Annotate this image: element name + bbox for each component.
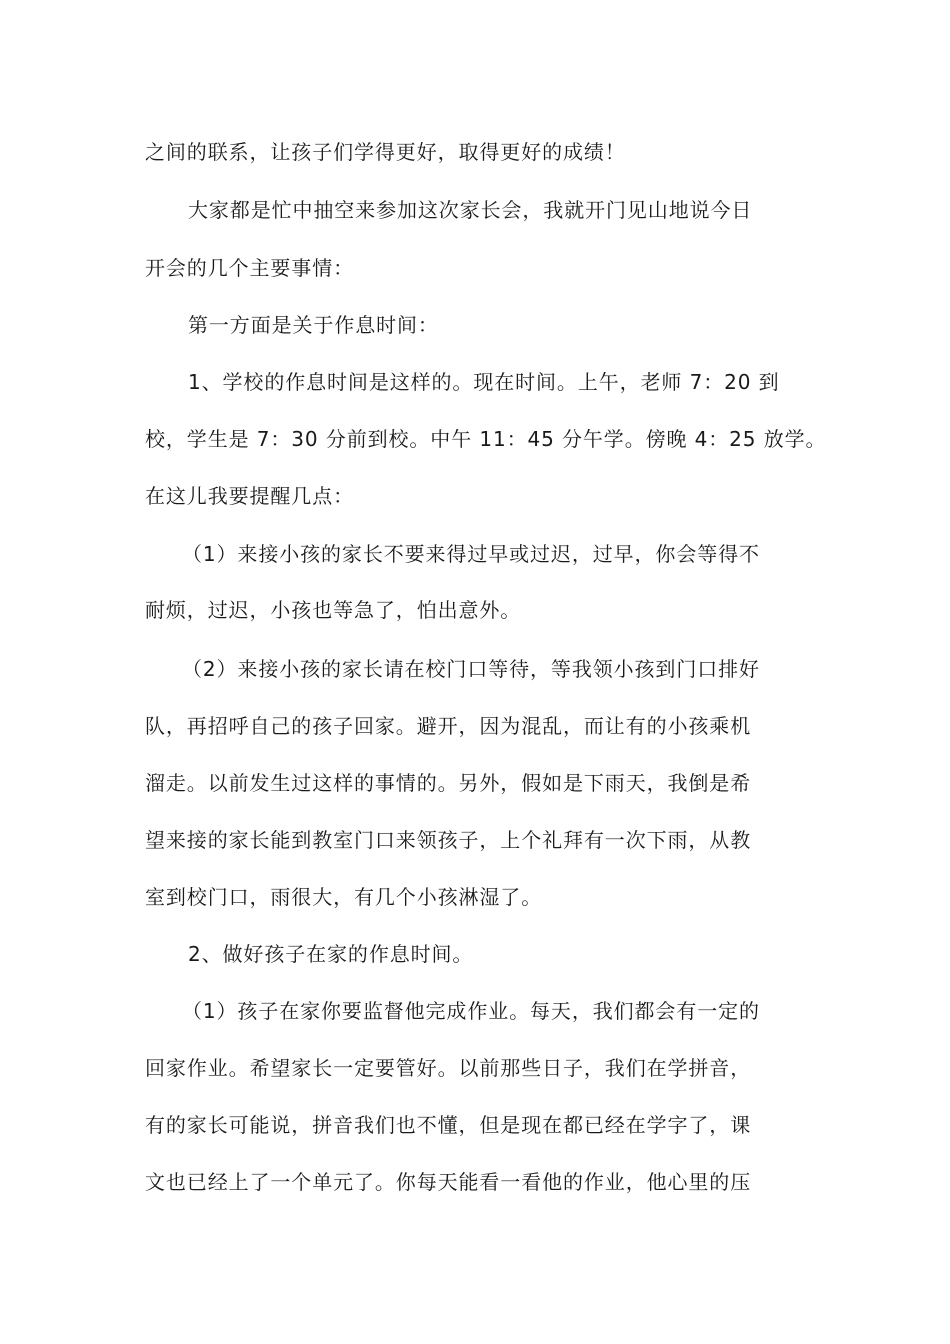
text-line: 校，学生是 7：30 分前到校。中午 11：45 分午学。傍晚 4：25 放学。 bbox=[145, 427, 827, 451]
text-line: 队，再招呼自己的孩子回家。避开，因为混乱，而让有的小孩乘机 bbox=[145, 714, 752, 738]
paragraph-line: （1）孩子在家你要监督他完成作业。每天，我们都会有一定的 bbox=[182, 999, 760, 1023]
paragraph-line: 大家都是忙中抽空来参加这次家长会，我就开门见山地说今日 bbox=[188, 198, 753, 222]
text-line: 之间的联系，让孩子们学得更好，取得更好的成绩！ bbox=[145, 140, 626, 164]
text-line: 文也已经上了一个单元了。你每天能看一看他的作业，他心里的压 bbox=[145, 1170, 752, 1194]
text-line: 耐烦，过迟，小孩也等急了，怕出意外。 bbox=[145, 598, 522, 622]
text-line: 室到校门口，雨很大，有几个小孩淋湿了。 bbox=[145, 885, 543, 909]
text-line: 溜走。以前发生过这样的事情的。另外，假如是下雨天，我倒是希 bbox=[145, 771, 752, 795]
paragraph-line: 2、做好孩子在家的作息时间。 bbox=[188, 942, 474, 966]
paragraph-line: （2）来接小孩的家长请在校门口等待，等我领小孩到门口排好 bbox=[182, 657, 760, 681]
paragraph-line: 第一方面是关于作息时间： bbox=[188, 313, 439, 337]
paragraph-line: （1）来接小孩的家长不要来得过早或过迟，过早，你会等得不 bbox=[182, 542, 760, 566]
paragraph-line: 1、学校的作息时间是这样的。现在时间。上午，老师 7：20 到 bbox=[188, 370, 780, 394]
text-line: 在这儿我要提醒几点： bbox=[145, 484, 354, 508]
text-line: 望来接的家长能到教室门口来领孩子，上个礼拜有一次下雨，从教 bbox=[145, 828, 752, 852]
text-line: 有的家长可能说，拼音我们也不懂，但是现在都已经在学字了，课 bbox=[145, 1113, 752, 1137]
text-line: 回家作业。希望家长一定要管好。以前那些日子，我们在学拼音， bbox=[145, 1056, 752, 1080]
text-line: 开会的几个主要事情： bbox=[145, 256, 354, 280]
